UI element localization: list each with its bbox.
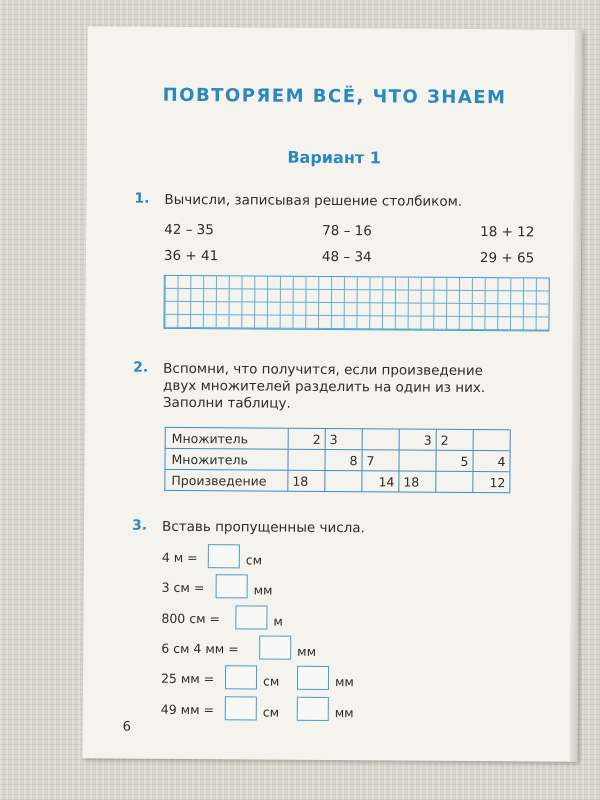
conversion-prompt: 800 см = bbox=[161, 610, 221, 627]
conversion-prompt: 6 см 4 мм = bbox=[161, 640, 239, 657]
table-row bbox=[165, 469, 510, 492]
conversion-prompt: 25 мм = bbox=[160, 670, 215, 687]
task1-expression: 29 + 65 bbox=[479, 250, 535, 267]
task1-number: 1. bbox=[134, 190, 150, 207]
answer-box[interactable] bbox=[225, 696, 257, 720]
unit-label: см bbox=[245, 552, 263, 568]
conversion-prompt: 4 м = bbox=[161, 549, 198, 566]
row-label: Множитель bbox=[165, 448, 288, 470]
unit-label: мм bbox=[253, 582, 273, 598]
task2-number: 2. bbox=[133, 359, 149, 376]
table-cell: 5 bbox=[436, 450, 473, 471]
answer-box[interactable] bbox=[235, 605, 267, 629]
table-cell: 8 bbox=[325, 449, 362, 470]
unit-label: м bbox=[273, 613, 283, 629]
variant-heading: Вариант 1 bbox=[287, 147, 381, 168]
table-row bbox=[165, 427, 510, 450]
table-cell[interactable] bbox=[436, 471, 473, 492]
row-label: Множитель bbox=[165, 427, 288, 449]
table-row bbox=[165, 448, 510, 471]
task1-expression: 42 – 35 bbox=[164, 221, 214, 239]
task1-expression: 78 – 16 bbox=[322, 222, 372, 240]
page-title: ПОВТОРЯЕМ ВСЁ, ЧТО ЗНАЕМ bbox=[162, 84, 507, 109]
unit-label: см bbox=[262, 704, 280, 720]
task2-text-line: Заполни таблицу. bbox=[162, 394, 291, 412]
page-binding bbox=[569, 30, 582, 762]
task1-expression: 36 + 41 bbox=[163, 247, 219, 265]
answer-grid[interactable] bbox=[163, 275, 549, 332]
conversion-prompt: 3 см = bbox=[161, 579, 205, 596]
table-cell: 4 bbox=[473, 450, 510, 471]
multiplication-table bbox=[164, 427, 510, 493]
task3-text: Вставь пропущенные числа. bbox=[162, 518, 365, 537]
table-cell: 3 bbox=[399, 429, 436, 450]
table-cell[interactable] bbox=[473, 429, 510, 450]
answer-box[interactable] bbox=[297, 697, 329, 721]
answer-box[interactable] bbox=[208, 544, 240, 568]
task2-text-line: двух множителей разделить на один из них. bbox=[162, 377, 486, 397]
table-cell: 3 bbox=[325, 428, 362, 449]
table-cell: 18 bbox=[288, 470, 325, 491]
row-label: Произведение bbox=[165, 469, 288, 491]
table-cell[interactable] bbox=[325, 470, 362, 491]
unit-label: мм bbox=[334, 705, 354, 721]
table-cell[interactable] bbox=[362, 429, 399, 450]
table-cell: 12 bbox=[473, 471, 510, 492]
unit-label: мм bbox=[334, 674, 354, 690]
page-number: 6 bbox=[122, 719, 132, 735]
task1-text: Вычисли, записывая решение столбиком. bbox=[164, 191, 463, 210]
table-cell[interactable] bbox=[399, 450, 436, 471]
unit-label: см bbox=[262, 673, 280, 689]
table-cell[interactable] bbox=[288, 449, 325, 470]
table-cell: 14 bbox=[362, 471, 399, 492]
task1-expression: 48 – 34 bbox=[321, 248, 372, 266]
answer-box[interactable] bbox=[225, 665, 257, 689]
table-cell: 2 bbox=[288, 428, 325, 449]
conversion-prompt: 49 мм = bbox=[160, 701, 215, 718]
unit-label: мм bbox=[297, 643, 317, 659]
task3-number: 3. bbox=[132, 517, 148, 534]
table-cell: 7 bbox=[362, 450, 399, 471]
answer-box[interactable] bbox=[216, 574, 248, 598]
table-cell: 2 bbox=[436, 429, 473, 450]
task1-expression: 18 + 12 bbox=[480, 224, 535, 241]
workbook-page bbox=[82, 26, 582, 761]
answer-box[interactable] bbox=[259, 635, 291, 659]
answer-box[interactable] bbox=[297, 666, 329, 690]
task2-text-line: Вспомни, что получится, если произведение bbox=[163, 360, 484, 380]
table-cell: 18 bbox=[399, 471, 436, 492]
